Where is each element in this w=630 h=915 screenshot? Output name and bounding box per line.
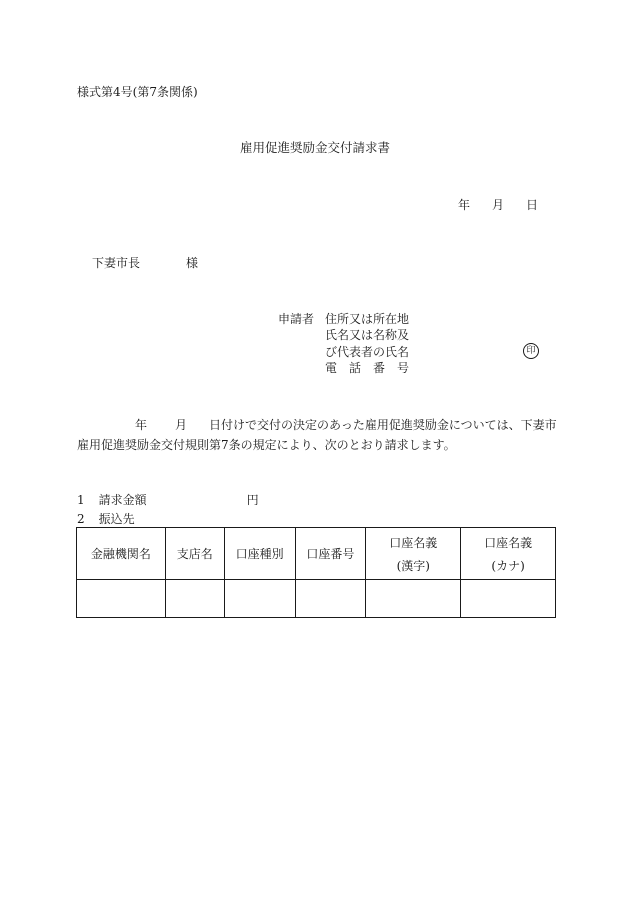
addressee-name: 下妻市長 bbox=[92, 256, 141, 270]
document-title: 雇用促進奨励金交付請求書 bbox=[239, 140, 390, 155]
addressee bbox=[92, 255, 198, 271]
date-month: 月 bbox=[492, 198, 505, 212]
seal-mark: 印 bbox=[523, 343, 539, 359]
statement-year: 年 bbox=[135, 418, 148, 432]
statement-text-1: 日付けで交付の決定のあった雇用促進奨励金については、下妻市 bbox=[209, 418, 557, 432]
table-header-row bbox=[77, 528, 556, 580]
date-day: 日 bbox=[526, 198, 539, 212]
applicant-phone-label: 電 話 番 号 bbox=[325, 361, 410, 375]
cell-branch[interactable] bbox=[165, 580, 224, 618]
cell-holder-kana[interactable] bbox=[461, 580, 556, 618]
item1-number: 1 bbox=[77, 493, 85, 507]
cell-account-number[interactable] bbox=[295, 580, 366, 618]
cell-account-type[interactable] bbox=[224, 580, 295, 618]
item1-unit: 円 bbox=[246, 493, 259, 507]
item-transfer-destination bbox=[77, 511, 135, 527]
date-year: 年 bbox=[458, 198, 471, 212]
statement-line-2: 雇用促進奨励金交付規則第7条の規定により、次のとおり請求します。 bbox=[77, 438, 456, 452]
applicant-name-label-2: び代表者の氏名 bbox=[325, 345, 410, 359]
cell-bank-name[interactable] bbox=[77, 580, 166, 618]
header-holder-kanji-bottom: (漢字) bbox=[396, 558, 430, 573]
header-holder-kanji bbox=[366, 528, 461, 580]
header-holder-kana bbox=[461, 528, 556, 580]
header-holder-kana-top: 口座名義 bbox=[484, 535, 533, 550]
item-request-amount bbox=[77, 492, 259, 508]
header-bank-name: 金融機関名 bbox=[77, 528, 166, 580]
addressee-honorific: 様 bbox=[186, 256, 199, 270]
header-holder-kana-bottom: (カナ) bbox=[491, 558, 525, 573]
item2-number: 2 bbox=[77, 512, 85, 526]
header-holder-kanji-top: 口座名義 bbox=[389, 535, 438, 550]
item1-label: 請求金額 bbox=[98, 493, 147, 507]
header-branch: 支店名 bbox=[165, 528, 224, 580]
header-account-type: 口座種別 bbox=[224, 528, 295, 580]
form-number: 様式第4号(第7条関係) bbox=[77, 85, 198, 99]
date-line bbox=[458, 197, 538, 213]
statement-line-1 bbox=[77, 415, 557, 435]
applicant-address-label: 住所又は所在地 bbox=[325, 312, 410, 326]
bank-account-table bbox=[76, 527, 556, 618]
item2-label: 振込先 bbox=[98, 512, 135, 526]
applicant-name-label-1: 氏名又は名称及 bbox=[325, 328, 410, 342]
request-statement bbox=[77, 415, 557, 455]
cell-holder-kanji[interactable] bbox=[366, 580, 461, 618]
header-account-number: 口座番号 bbox=[295, 528, 366, 580]
statement-month: 月 bbox=[175, 418, 188, 432]
table-row bbox=[77, 580, 556, 618]
applicant-label: 申請者 bbox=[278, 312, 315, 326]
